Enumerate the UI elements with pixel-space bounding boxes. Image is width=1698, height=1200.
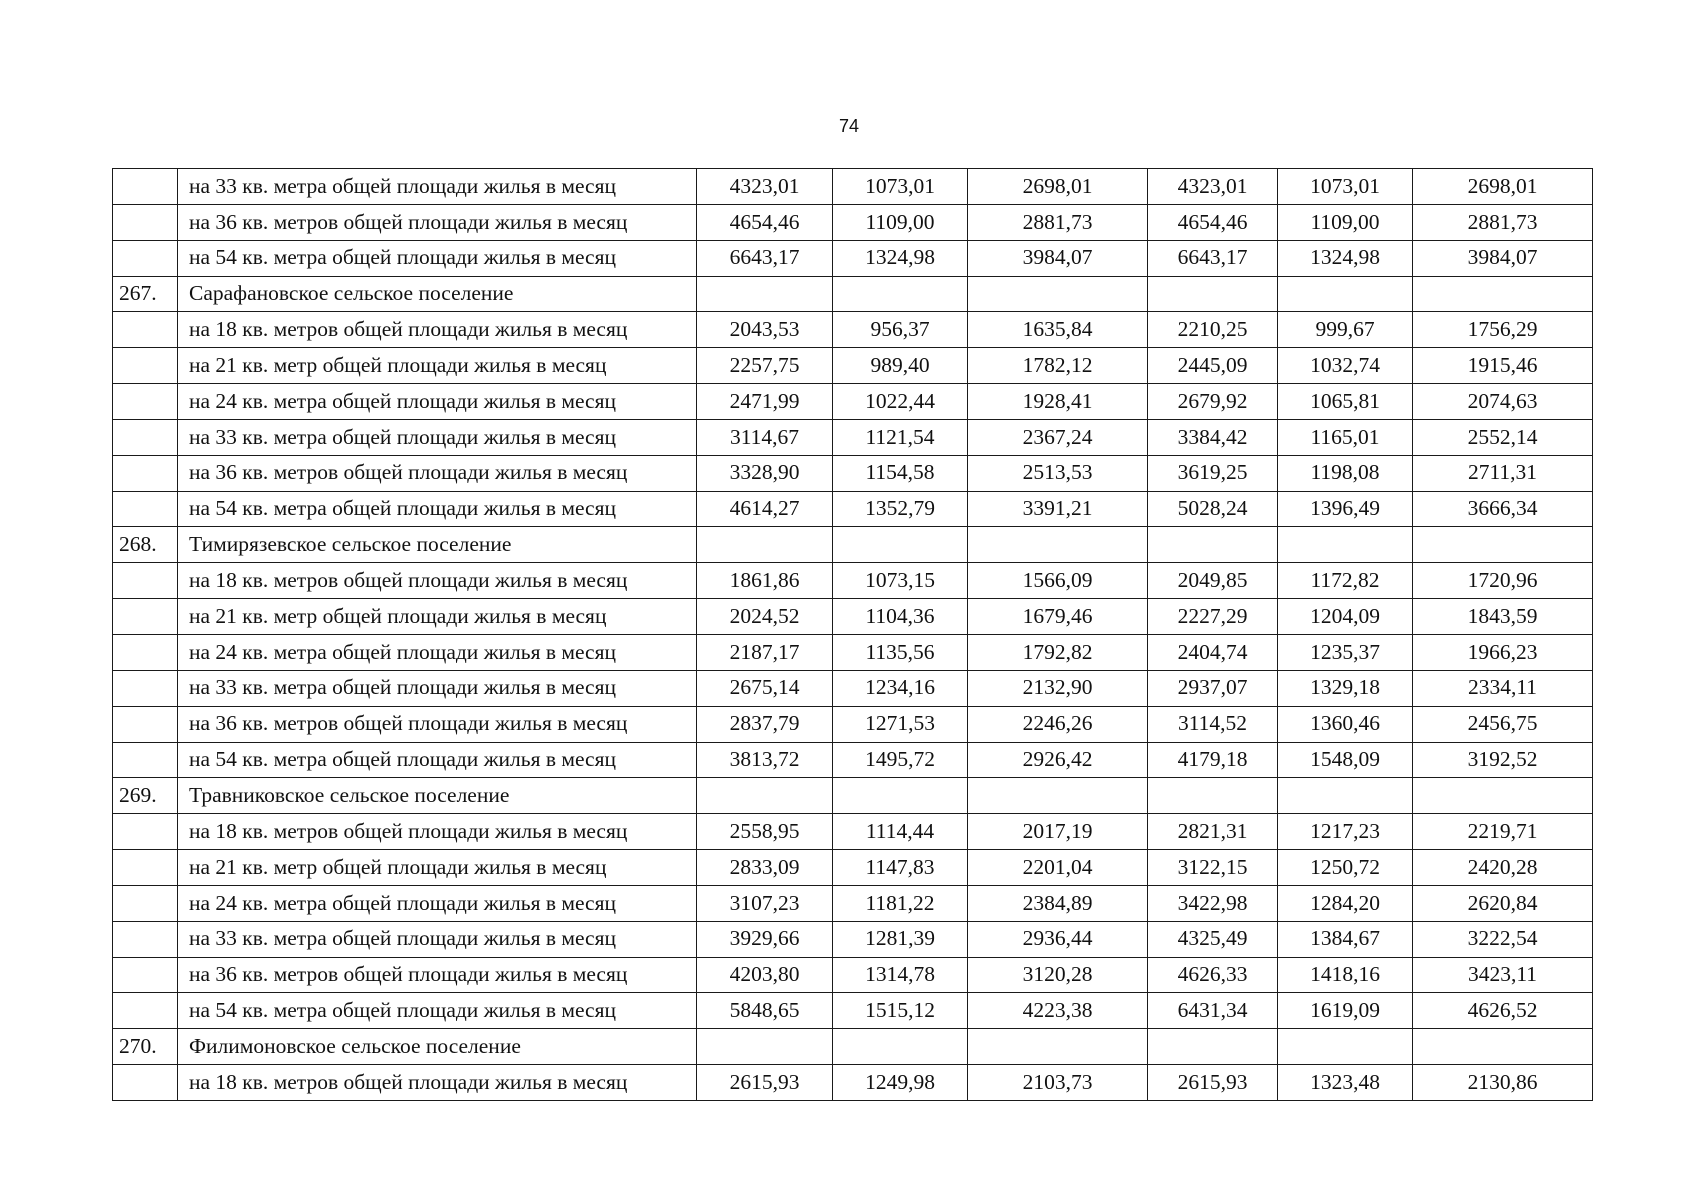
value-cell: 2679,92 xyxy=(1148,384,1278,420)
value-cell: 1073,01 xyxy=(1278,169,1413,205)
value-cell: 1135,56 xyxy=(833,634,968,670)
value-cell: 1792,82 xyxy=(968,634,1148,670)
value-cell: 2024,52 xyxy=(697,599,833,635)
value-cell: 1314,78 xyxy=(833,957,968,993)
value-cell xyxy=(1413,276,1593,312)
value-cell: 4654,46 xyxy=(1148,204,1278,240)
value-cell: 2445,09 xyxy=(1148,348,1278,384)
value-cell: 2043,53 xyxy=(697,312,833,348)
row-number-cell xyxy=(113,885,178,921)
value-cell: 1966,23 xyxy=(1413,634,1593,670)
value-cell: 2130,86 xyxy=(1413,1065,1593,1101)
value-cell: 1217,23 xyxy=(1278,814,1413,850)
value-cell: 3120,28 xyxy=(968,957,1148,993)
value-cell: 2615,93 xyxy=(697,1065,833,1101)
value-cell: 2201,04 xyxy=(968,850,1148,886)
row-number-cell xyxy=(113,312,178,348)
table-row xyxy=(113,348,1593,384)
value-cell: 999,67 xyxy=(1278,312,1413,348)
value-cell: 2558,95 xyxy=(697,814,833,850)
row-number-cell xyxy=(113,240,178,276)
row-description-cell: на 54 кв. метра общей площади жилья в месяц xyxy=(178,993,697,1029)
value-cell: 5028,24 xyxy=(1148,491,1278,527)
value-cell: 1324,98 xyxy=(1278,240,1413,276)
value-cell: 1172,82 xyxy=(1278,563,1413,599)
table-body xyxy=(113,169,1593,1101)
value-cell: 1548,09 xyxy=(1278,742,1413,778)
value-cell: 2334,11 xyxy=(1413,670,1593,706)
table-row xyxy=(113,1029,1593,1065)
value-cell: 2456,75 xyxy=(1413,706,1593,742)
value-cell: 1235,37 xyxy=(1278,634,1413,670)
value-cell: 3114,67 xyxy=(697,419,833,455)
row-number-cell xyxy=(113,169,178,205)
row-description-cell: на 36 кв. метров общей площади жилья в месяц xyxy=(178,957,697,993)
row-number-cell xyxy=(113,455,178,491)
value-cell: 1281,39 xyxy=(833,921,968,957)
row-description-cell: на 21 кв. метр общей площади жилья в месяц xyxy=(178,348,697,384)
value-cell: 1861,86 xyxy=(697,563,833,599)
row-number-cell xyxy=(113,957,178,993)
row-description-cell: на 21 кв. метр общей площади жилья в месяц xyxy=(178,850,697,886)
table-row xyxy=(113,169,1593,205)
value-cell: 1022,44 xyxy=(833,384,968,420)
row-description-cell: Тимирязевское сельское поселение xyxy=(178,527,697,563)
value-cell: 3328,90 xyxy=(697,455,833,491)
value-cell: 2937,07 xyxy=(1148,670,1278,706)
value-cell xyxy=(968,527,1148,563)
value-cell: 2187,17 xyxy=(697,634,833,670)
value-cell: 2420,28 xyxy=(1413,850,1593,886)
value-cell: 1720,96 xyxy=(1413,563,1593,599)
table-row xyxy=(113,527,1593,563)
value-cell: 2132,90 xyxy=(968,670,1148,706)
value-cell: 2620,84 xyxy=(1413,885,1593,921)
row-description-cell: Филимоновское сельское поселение xyxy=(178,1029,697,1065)
value-cell: 4223,38 xyxy=(968,993,1148,1029)
value-cell: 1198,08 xyxy=(1278,455,1413,491)
value-cell xyxy=(833,778,968,814)
value-cell: 4614,27 xyxy=(697,491,833,527)
table-row xyxy=(113,491,1593,527)
row-number-cell xyxy=(113,348,178,384)
value-cell: 3107,23 xyxy=(697,885,833,921)
value-cell: 1635,84 xyxy=(968,312,1148,348)
value-cell xyxy=(697,527,833,563)
row-description-cell: Травниковское сельское поселение xyxy=(178,778,697,814)
value-cell: 2471,99 xyxy=(697,384,833,420)
value-cell: 2926,42 xyxy=(968,742,1148,778)
table-row xyxy=(113,419,1593,455)
row-number-cell xyxy=(113,491,178,527)
value-cell: 2698,01 xyxy=(1413,169,1593,205)
value-cell: 5848,65 xyxy=(697,993,833,1029)
value-cell: 1619,09 xyxy=(1278,993,1413,1029)
table-row xyxy=(113,993,1593,1029)
value-cell: 1032,74 xyxy=(1278,348,1413,384)
value-cell: 2049,85 xyxy=(1148,563,1278,599)
value-cell: 2936,44 xyxy=(968,921,1148,957)
row-number-cell xyxy=(113,850,178,886)
row-number-cell xyxy=(113,742,178,778)
row-number-cell: 267. xyxy=(113,276,178,312)
value-cell xyxy=(1278,276,1413,312)
value-cell: 2074,63 xyxy=(1413,384,1593,420)
row-number-cell: 269. xyxy=(113,778,178,814)
value-cell: 3984,07 xyxy=(968,240,1148,276)
table-row xyxy=(113,312,1593,348)
value-cell: 2017,19 xyxy=(968,814,1148,850)
row-description-cell: на 24 кв. метра общей площади жилья в месяц xyxy=(178,384,697,420)
table-row xyxy=(113,742,1593,778)
value-cell: 1104,36 xyxy=(833,599,968,635)
value-cell xyxy=(833,276,968,312)
value-cell: 2615,93 xyxy=(1148,1065,1278,1101)
table-row xyxy=(113,1065,1593,1101)
row-number-cell xyxy=(113,599,178,635)
row-description-cell: на 33 кв. метра общей площади жилья в месяц xyxy=(178,670,697,706)
value-cell: 3984,07 xyxy=(1413,240,1593,276)
value-cell xyxy=(1278,527,1413,563)
value-cell: 1352,79 xyxy=(833,491,968,527)
value-cell: 3619,25 xyxy=(1148,455,1278,491)
row-description-cell: на 24 кв. метра общей площади жилья в месяц xyxy=(178,634,697,670)
table-row xyxy=(113,778,1593,814)
value-cell: 1181,22 xyxy=(833,885,968,921)
value-cell: 1495,72 xyxy=(833,742,968,778)
value-cell xyxy=(833,527,968,563)
value-cell: 2513,53 xyxy=(968,455,1148,491)
value-cell: 1329,18 xyxy=(1278,670,1413,706)
table-row xyxy=(113,921,1593,957)
row-description-cell: на 54 кв. метра общей площади жилья в месяц xyxy=(178,742,697,778)
value-cell: 1165,01 xyxy=(1278,419,1413,455)
value-cell: 3422,98 xyxy=(1148,885,1278,921)
value-cell: 4179,18 xyxy=(1148,742,1278,778)
value-cell: 1782,12 xyxy=(968,348,1148,384)
value-cell: 1121,54 xyxy=(833,419,968,455)
value-cell: 1284,20 xyxy=(1278,885,1413,921)
value-cell: 2881,73 xyxy=(1413,204,1593,240)
row-description-cell: на 33 кв. метра общей площади жилья в месяц xyxy=(178,169,697,205)
value-cell xyxy=(1413,527,1593,563)
table-row xyxy=(113,276,1593,312)
value-cell: 4325,49 xyxy=(1148,921,1278,957)
value-cell: 2227,29 xyxy=(1148,599,1278,635)
value-cell: 3122,15 xyxy=(1148,850,1278,886)
row-description-cell: на 33 кв. метра общей площади жилья в месяц xyxy=(178,921,697,957)
value-cell: 6643,17 xyxy=(1148,240,1278,276)
table-row xyxy=(113,670,1593,706)
row-description-cell: на 21 кв. метр общей площади жилья в месяц xyxy=(178,599,697,635)
value-cell: 2367,24 xyxy=(968,419,1148,455)
value-cell: 1384,67 xyxy=(1278,921,1413,957)
value-cell xyxy=(1148,778,1278,814)
page-number: 74 xyxy=(838,116,860,136)
value-cell: 1323,48 xyxy=(1278,1065,1413,1101)
row-description-cell: на 33 кв. метра общей площади жилья в месяц xyxy=(178,419,697,455)
value-cell: 1418,16 xyxy=(1278,957,1413,993)
value-cell: 3384,42 xyxy=(1148,419,1278,455)
value-cell xyxy=(1413,1029,1593,1065)
value-cell xyxy=(697,1029,833,1065)
value-cell xyxy=(1148,1029,1278,1065)
value-cell: 3391,21 xyxy=(968,491,1148,527)
table-row xyxy=(113,706,1593,742)
row-number-cell xyxy=(113,921,178,957)
value-cell xyxy=(1148,276,1278,312)
row-number-cell xyxy=(113,993,178,1029)
value-cell: 956,37 xyxy=(833,312,968,348)
value-cell: 1154,58 xyxy=(833,455,968,491)
value-cell: 1566,09 xyxy=(968,563,1148,599)
value-cell: 2821,31 xyxy=(1148,814,1278,850)
value-cell: 1109,00 xyxy=(1278,204,1413,240)
value-cell: 1147,83 xyxy=(833,850,968,886)
value-cell: 1204,09 xyxy=(1278,599,1413,635)
value-cell: 1109,00 xyxy=(833,204,968,240)
value-cell: 4203,80 xyxy=(697,957,833,993)
value-cell: 1250,72 xyxy=(1278,850,1413,886)
value-cell: 6431,34 xyxy=(1148,993,1278,1029)
table-row xyxy=(113,885,1593,921)
value-cell: 4626,52 xyxy=(1413,993,1593,1029)
row-description-cell: Сарафановское сельское поселение xyxy=(178,276,697,312)
row-number-cell xyxy=(113,634,178,670)
value-cell xyxy=(1278,778,1413,814)
value-cell: 1843,59 xyxy=(1413,599,1593,635)
row-description-cell: на 36 кв. метров общей площади жилья в месяц xyxy=(178,706,697,742)
value-cell: 4323,01 xyxy=(697,169,833,205)
value-cell: 1324,98 xyxy=(833,240,968,276)
row-description-cell: на 18 кв. метров общей площади жилья в месяц xyxy=(178,814,697,850)
value-cell: 2257,75 xyxy=(697,348,833,384)
value-cell xyxy=(833,1029,968,1065)
row-number-cell xyxy=(113,670,178,706)
row-description-cell: на 18 кв. метров общей площади жилья в месяц xyxy=(178,1065,697,1101)
row-number-cell: 270. xyxy=(113,1029,178,1065)
value-cell xyxy=(1413,778,1593,814)
table-row xyxy=(113,455,1593,491)
row-description-cell: на 54 кв. метра общей площади жилья в месяц xyxy=(178,240,697,276)
value-cell xyxy=(697,276,833,312)
value-cell: 3222,54 xyxy=(1413,921,1593,957)
value-cell: 1073,01 xyxy=(833,169,968,205)
value-cell: 1515,12 xyxy=(833,993,968,1029)
value-cell: 2552,14 xyxy=(1413,419,1593,455)
row-description-cell: на 54 кв. метра общей площади жилья в месяц xyxy=(178,491,697,527)
row-number-cell xyxy=(113,563,178,599)
row-description-cell: на 18 кв. метров общей площади жилья в месяц xyxy=(178,563,697,599)
value-cell xyxy=(968,276,1148,312)
row-description-cell: на 24 кв. метра общей площади жилья в месяц xyxy=(178,885,697,921)
value-cell: 2837,79 xyxy=(697,706,833,742)
value-cell: 2698,01 xyxy=(968,169,1148,205)
value-cell: 1249,98 xyxy=(833,1065,968,1101)
value-cell: 3813,72 xyxy=(697,742,833,778)
value-cell xyxy=(1148,527,1278,563)
value-cell xyxy=(1278,1029,1413,1065)
value-cell: 2675,14 xyxy=(697,670,833,706)
value-cell: 1065,81 xyxy=(1278,384,1413,420)
row-number-cell xyxy=(113,204,178,240)
value-cell: 3423,11 xyxy=(1413,957,1593,993)
tariff-table xyxy=(112,168,1593,1101)
value-cell: 1679,46 xyxy=(968,599,1148,635)
value-cell: 3929,66 xyxy=(697,921,833,957)
value-cell: 3666,34 xyxy=(1413,491,1593,527)
value-cell: 989,40 xyxy=(833,348,968,384)
value-cell: 1271,53 xyxy=(833,706,968,742)
value-cell: 1915,46 xyxy=(1413,348,1593,384)
value-cell: 1928,41 xyxy=(968,384,1148,420)
table-row xyxy=(113,814,1593,850)
value-cell: 2881,73 xyxy=(968,204,1148,240)
table-row xyxy=(113,634,1593,670)
table-row xyxy=(113,957,1593,993)
table-row xyxy=(113,240,1593,276)
value-cell xyxy=(697,778,833,814)
row-description-cell: на 36 кв. метров общей площади жилья в месяц xyxy=(178,204,697,240)
value-cell: 4323,01 xyxy=(1148,169,1278,205)
value-cell: 2833,09 xyxy=(697,850,833,886)
value-cell: 1073,15 xyxy=(833,563,968,599)
row-description-cell: на 36 кв. метров общей площади жилья в месяц xyxy=(178,455,697,491)
table-row xyxy=(113,599,1593,635)
table-row xyxy=(113,204,1593,240)
value-cell: 4626,33 xyxy=(1148,957,1278,993)
table-row xyxy=(113,563,1593,599)
value-cell: 1234,16 xyxy=(833,670,968,706)
value-cell: 2103,73 xyxy=(968,1065,1148,1101)
row-description-cell: на 18 кв. метров общей площади жилья в месяц xyxy=(178,312,697,348)
value-cell: 2711,31 xyxy=(1413,455,1593,491)
value-cell: 1360,46 xyxy=(1278,706,1413,742)
value-cell: 6643,17 xyxy=(697,240,833,276)
value-cell: 2246,26 xyxy=(968,706,1148,742)
value-cell: 2210,25 xyxy=(1148,312,1278,348)
row-number-cell xyxy=(113,419,178,455)
value-cell: 2384,89 xyxy=(968,885,1148,921)
row-number-cell xyxy=(113,706,178,742)
row-number-cell: 268. xyxy=(113,527,178,563)
value-cell: 3192,52 xyxy=(1413,742,1593,778)
value-cell: 1756,29 xyxy=(1413,312,1593,348)
value-cell: 4654,46 xyxy=(697,204,833,240)
row-number-cell xyxy=(113,1065,178,1101)
value-cell: 2404,74 xyxy=(1148,634,1278,670)
value-cell xyxy=(968,778,1148,814)
value-cell xyxy=(968,1029,1148,1065)
value-cell: 1114,44 xyxy=(833,814,968,850)
row-number-cell xyxy=(113,814,178,850)
value-cell: 3114,52 xyxy=(1148,706,1278,742)
table-row xyxy=(113,384,1593,420)
row-number-cell xyxy=(113,384,178,420)
table-row xyxy=(113,850,1593,886)
value-cell: 2219,71 xyxy=(1413,814,1593,850)
value-cell: 1396,49 xyxy=(1278,491,1413,527)
